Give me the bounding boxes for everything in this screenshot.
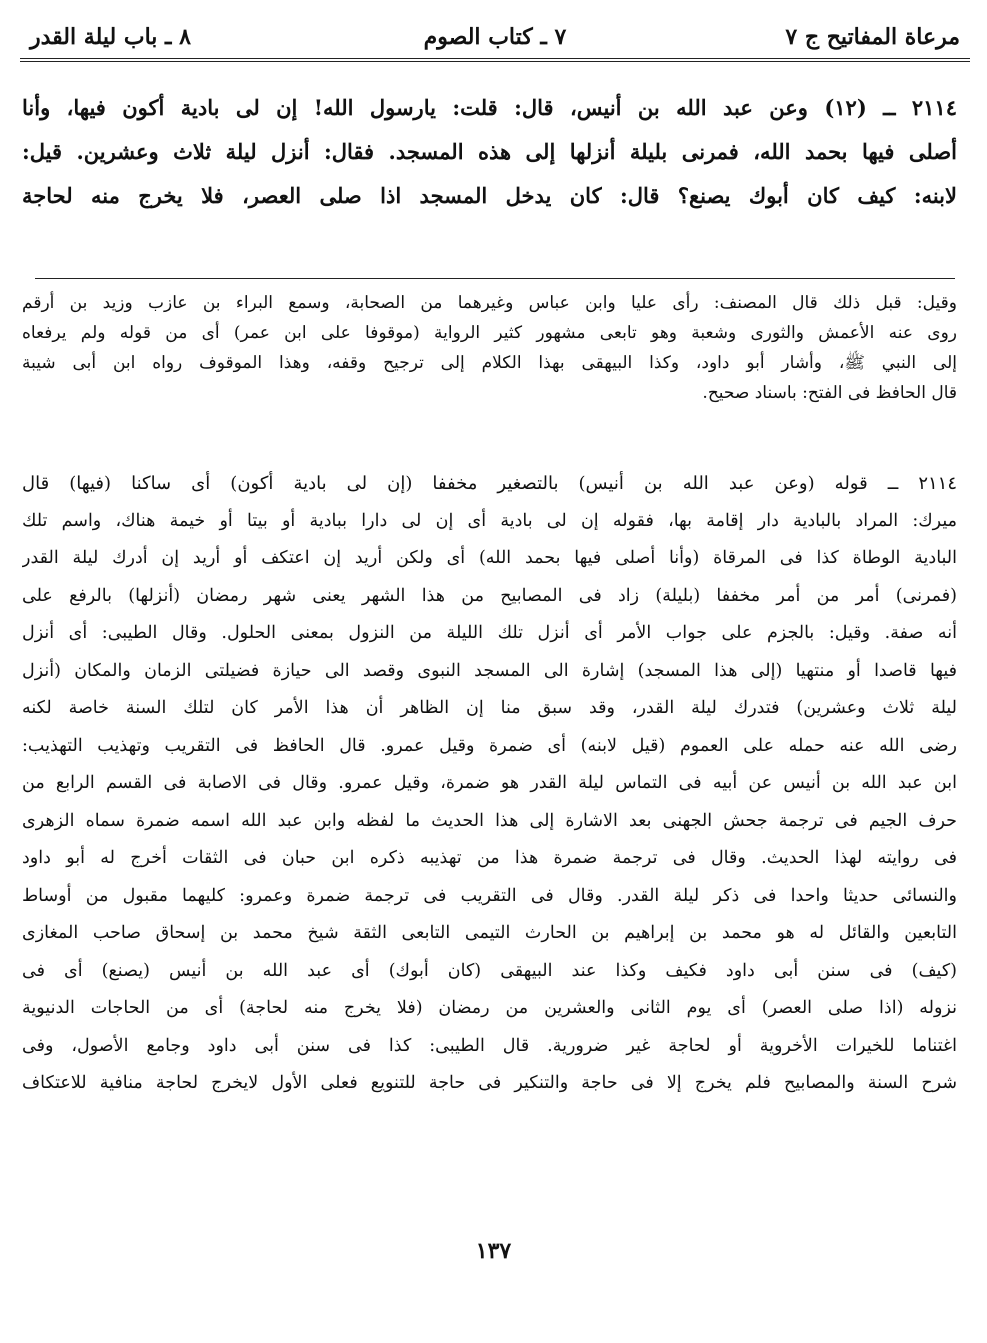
commentary-line: نزوله (اذا صلى العصر) أى يوم الثانى والعشرين من رمضان (فلا يخرج منه لحاجة) أى من الحاجات الدنيوية	[22, 998, 957, 1018]
hadith-line: ٢١١٤ ــ (١٢) وعن عبد الله بن أنيس، قال: قلت: يارسول الله! إن لى بادية أكون فيها، وأنا	[22, 95, 957, 120]
commentary-line: شرح السنة والمصابيح فلم يخرج إلا فى حاجة والتنكير فى حاجة للتنويع فعلى الأول لايخرج لحاجة منافية للاعتكاف	[22, 1073, 957, 1093]
commentary-line: (فمرنى) أمر من أمر مخففا (بليلة) زاد فى المصابيح من هذا الشهر يعنى شهر رمضان (أنزلها) بالرفع على	[22, 585, 957, 606]
hadith-line: لابنه: كيف كان أبوك يصنع؟ قال: كان يدخل المسجد اذا صلى العصر، فلا يخرج منه لحاجة	[22, 183, 957, 208]
header-book-title: مرعاة المفاتيح ج ٧	[785, 24, 960, 50]
footnote-line: وقيل: قبل ذلك قال المصنف: رأى عليا وابن عباس وغيرهما من الصحابة، وسمع البراء بن عازب وزيد بن أرقم	[22, 293, 957, 313]
header-chapter: ٨ ـ باب ليلة القدر	[30, 24, 191, 50]
hadith-line: أصلى فيها بحمد الله، فمرنى بليلة أنزلها إلى هذه المسجد. فقال: أنزل ليلة ثلاث وعشرين. قيل:	[22, 139, 957, 164]
commentary-line: ليلة ثلاث وعشرين) فتدرك ليلة القدر، وقد سبق منا إن الظاهر أن هذا الأمر كان لتلك السنة خاصة لكنه	[22, 698, 957, 718]
section-divider	[35, 278, 955, 279]
commentary-line: ميرك: المراد بالبادية دار إقامة بها، فقوله إن لى بادية أى إن لى دارا ببادية أو بيتا أو خيمة هناك، واسم تلك	[22, 510, 957, 531]
hadith-text	[22, 86, 957, 218]
commentary-line: أنه صفة. وقيل: بالجزم على جواب الأمر أى أنزل تلك الليلة من النزول بمعنى الحلول. وقال الطيبى: أى أنزل	[22, 623, 957, 643]
commentary-line: البادية الوطاة كذا فى المرقاة (وأنا أصلى فيها بحمد الله) أى ولكن أريد إن اعتكف أو أريد إن أدرك ليلة القدر	[22, 548, 957, 568]
footnote-line: قال الحافظ فى الفتح: باسناد صحيح.	[702, 383, 957, 403]
commentary-line: فيها قاصدا أو منتهيا (إلى هذا المسجد) إشارة الى المسجد النبوى وقصد الى حيازة فضيلتى الزمان والمكان (أنزل	[22, 660, 957, 681]
commentary-line: التابعين والقائل له هو محمد بن إبراهيم بن الحارث التيمى التابعى الثقة شيخ محمد بن إسحاق صاحب المغازى	[22, 923, 957, 943]
page-number: ١٣٧	[475, 1238, 512, 1264]
commentary-line: (كيف) فى سنن أبى داود فكيف وكذا عند البيهقى (كان أبوك) أى عبد الله بن أنيس (يصنع) أى فى	[22, 960, 957, 981]
commentary-line: حرف الجيم فى ترجمة جحش الجهنى بعد الاشارة إلى هذا الحديث ما لفظه وابن عبد الله اسمه ضمرة سماه الزهرى	[22, 810, 957, 831]
footnote-block	[22, 288, 957, 408]
commentary-line: اغتناما للخيرات الأخروية أو لحاجة غير ضرورية. قال الطيبى: كذا فى سنن أبى داود وجامع الأصول، وفى	[22, 1035, 957, 1056]
commentary-line: ٢١١٤ ــ قوله (وعن عبد الله بن أنيس) بالتصغير مخففا (إن لى بادية أكون) أى ساكنا (فيها) قال	[22, 473, 957, 494]
commentary-line: والنسائى حديثا واحدا فى ذكر ليلة القدر. وقال فى التقريب فى ترجمة ضمرة وعمرو: كليهما مقبول من أوساط	[22, 885, 957, 906]
footnote-line: روى عنه الأعمش والثورى وشعبة وهو تابعى مشهور كثير الرواية (موقوفا على ابن عمر) أى من قوله ولم يرفعاه	[22, 323, 957, 343]
commentary-line: فى روايته لهذا الحديث. وقال فى ترجمة ضمرة هذا من تهذيبه ذكره ابن حبان فى الثقات أخرج له أبو داود	[22, 848, 957, 868]
header-rule	[20, 58, 970, 62]
commentary-line: ابن عبد الله بن أنيس عن أبيه فى التماس ليلة القدر هو ضمرة، وقيل عمرو. وقال فى الاصابة فى القسم الرابع من	[22, 773, 957, 793]
header-section: ٧ ـ كتاب الصوم	[423, 24, 567, 50]
commentary-block	[22, 465, 957, 1103]
running-header	[30, 18, 960, 58]
commentary-line: رضى الله عنه حمله على العموم (قيل لابنه) أى ضمرة وقيل عمرو. قال الحافظ فى التقريب وتهذيب التهذيب:	[22, 735, 957, 756]
footnote-line: إلى النبي ﷺ، وأشار أبو داود، وكذا البيهقى بهذا الكلام إلى ترجيح وقفه، وهذا الموقوف رواه ابن أبى شيبة	[22, 353, 957, 373]
